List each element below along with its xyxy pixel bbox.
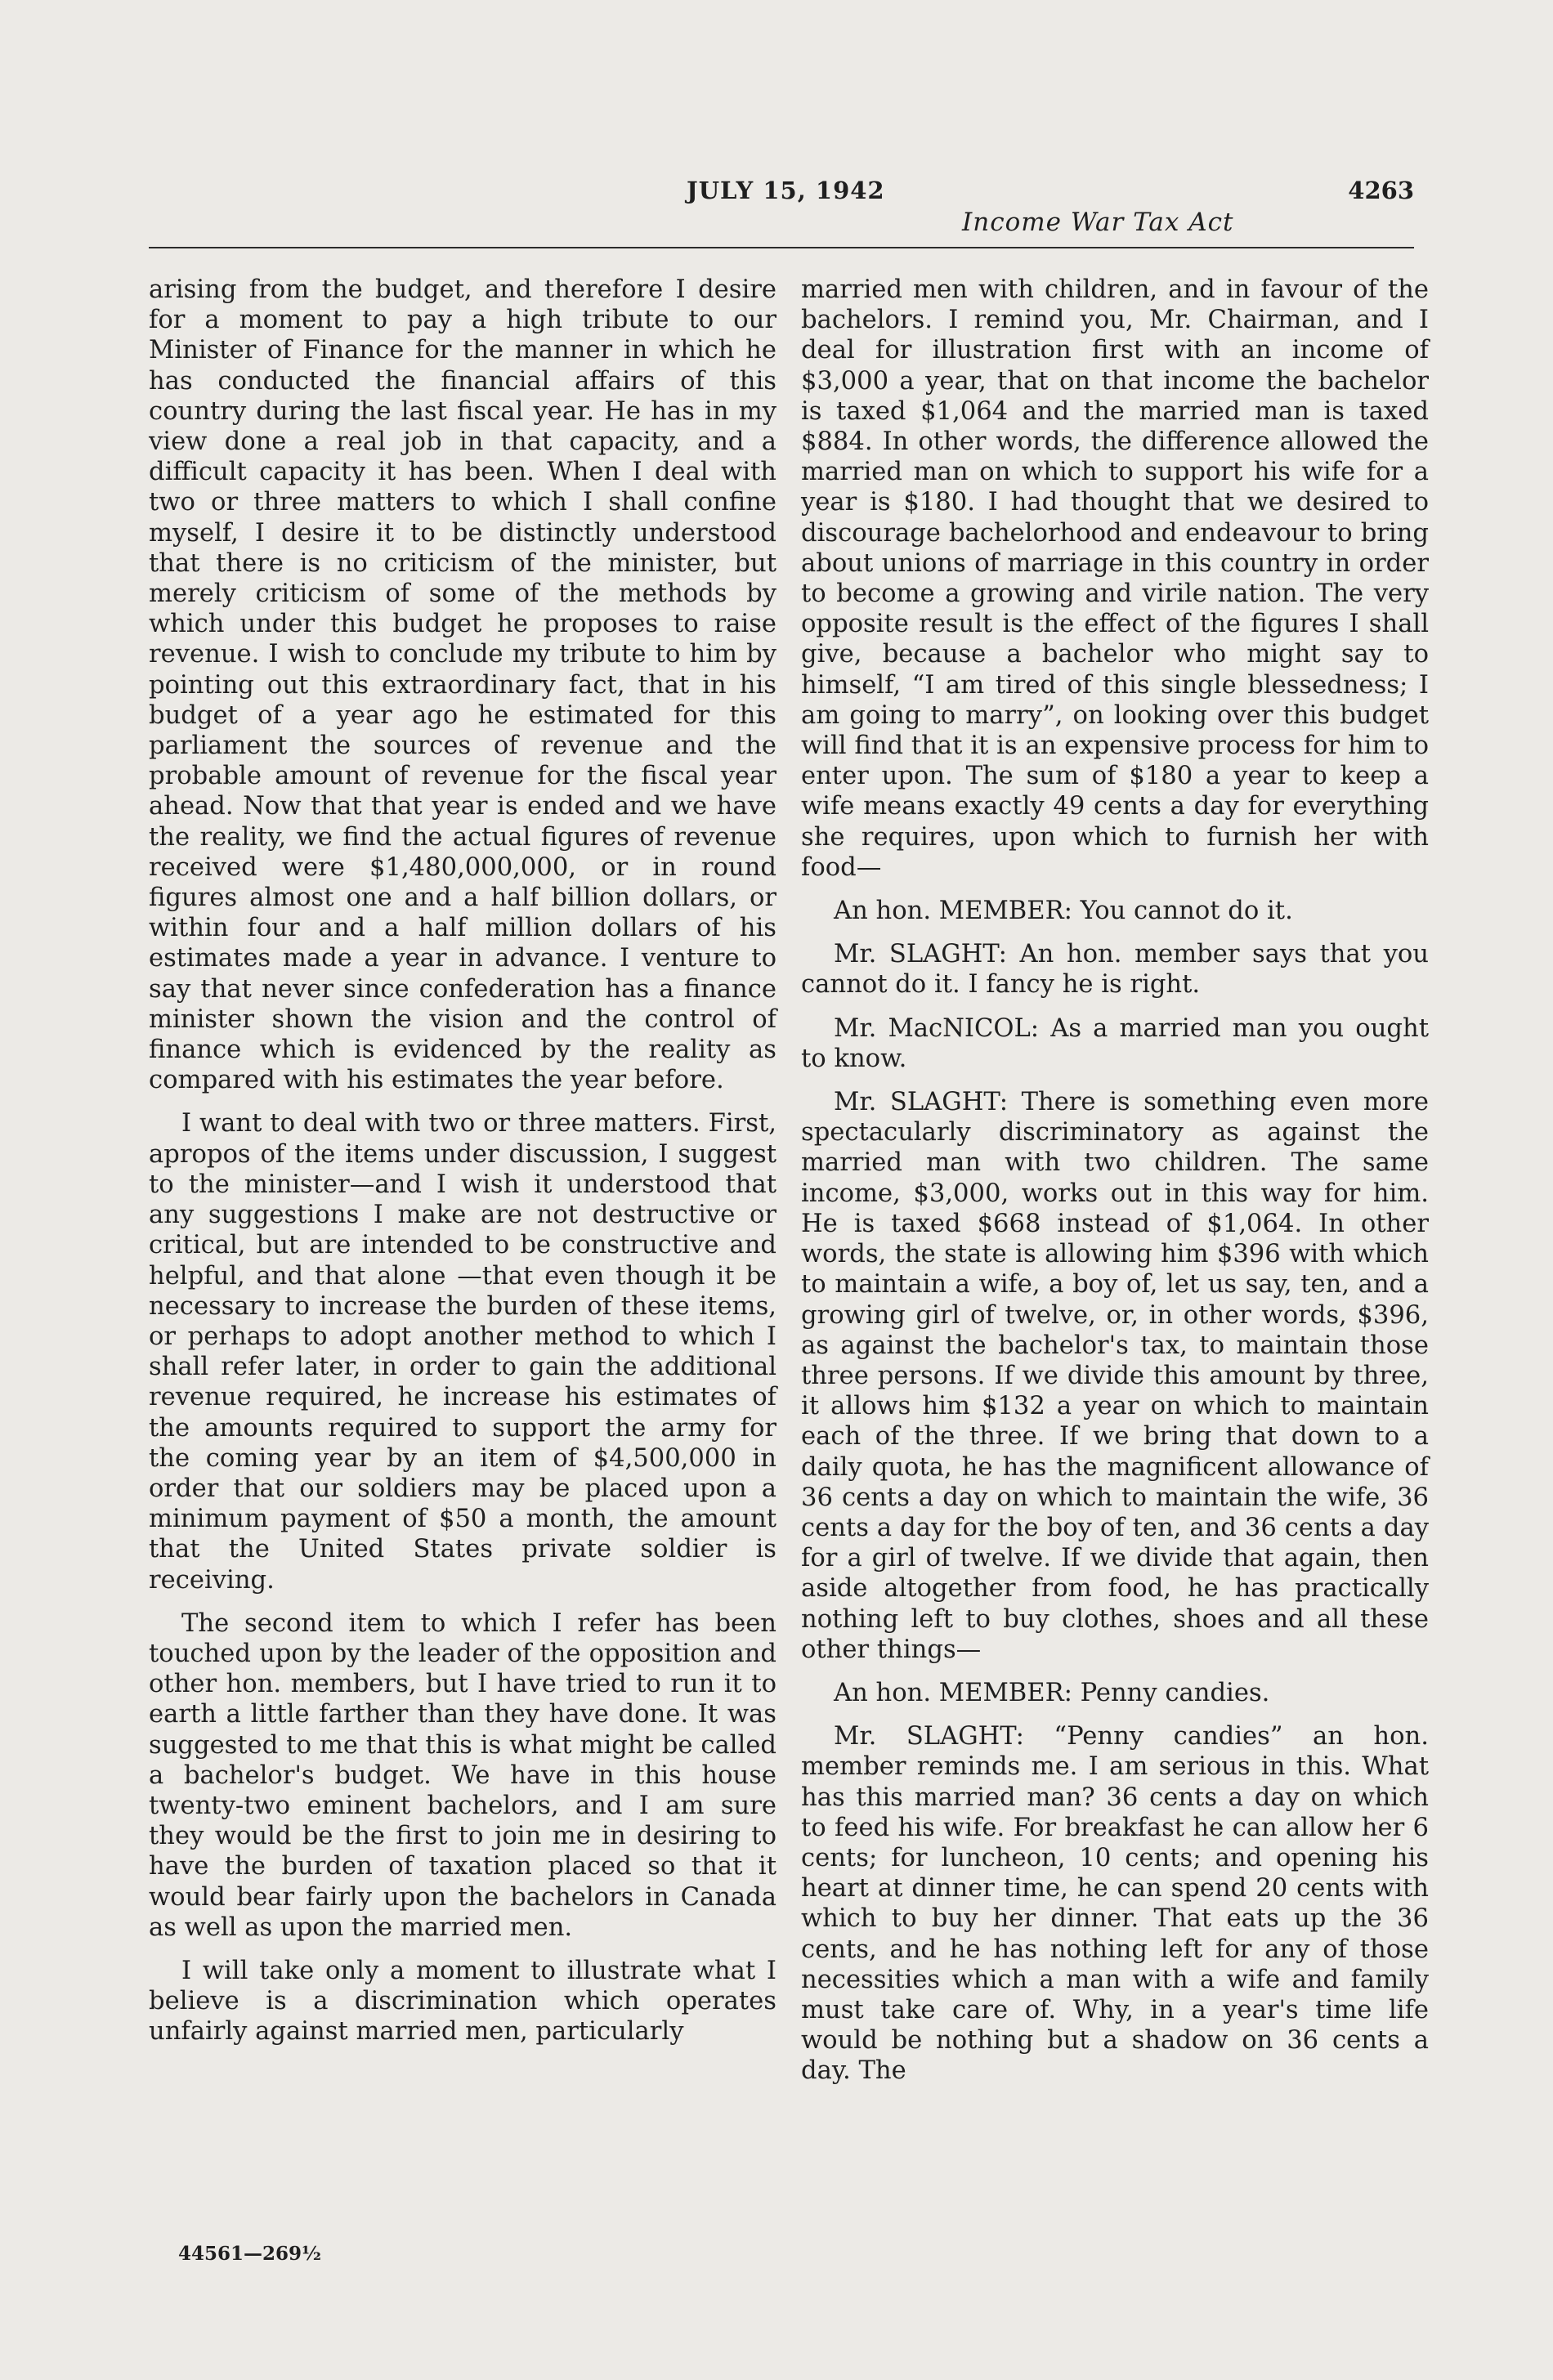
left-column [149, 275, 776, 2060]
paragraph: I will take only a moment to illustrate what I believe is a discrimination which operates unfairly against married men, particularly [149, 1956, 776, 2047]
paragraph: married men with children, and in favour of the bachelors. I remind you, Mr. Chairman, and I deal for illustration first with an income of $3,000 a year, that on that income the bachelor is taxed $1,064 and the married man is taxed $884. In other words, the difference allowed the married man on which to support his wife for a year is $180. I had thought that we desired to discourage bachelorhood and endeavour to bring about unions of marriage in this country in order to become a growing and virile nation. The very opposite result is the effect of the figures I shall give, because a bachelor who might say to himself, “I am tired of this single blessedness; I am going to marry”, on looking over this budget will find that it is an expensive process for him to enter upon. The sum of $180 a year to keep a wife means exactly 49 cents a day for everything she requires, upon which to furnish her with food— [801, 275, 1429, 882]
page-header [149, 173, 1414, 239]
running-title: Income War Tax Act [962, 208, 1234, 237]
paragraph: I want to deal with two or three matters. First, apropos of the items under discussion, I suggest to the minister—and I wish it understood that any suggestions I make are not destructive or critical, but are intended to be constructive and helpful, and that alone —that even though it be necessary to increase the burden of these items, or perhaps to adopt another method to which I shall refer later, in order to gain the additional revenue required, he increase his estimates of the amounts required to support the army for the coming year by an item of $4,500,000 in order that our soldiers may be placed upon a minimum payment of $50 a month, the amount that the United States private soldier is receiving. [149, 1109, 776, 1595]
header-date: JULY 15, 1942 [687, 177, 885, 204]
header-rule [149, 247, 1414, 248]
right-column [801, 275, 1429, 2100]
paragraph: An hon. MEMBER: You cannot do it. [834, 897, 1293, 926]
page-number: 4263 [1348, 177, 1414, 204]
paragraph: The second item to which I refer has been touched upon by the leader of the opposition and other hon. members, but I have tried to run it to earth a little farther than they have done. It was suggested to me that this is what might be called a bachelor's budget. We have in this house twenty-two eminent bachelors, and I am sure they would be the first to join me in desiring to have the burden of taxation placed so that it would bear fairly upon the bachelors in Canada as well as upon the married men. [149, 1608, 776, 1942]
paragraph: Mr. MacNICOL: As a married man you ought to know. [801, 1013, 1429, 1073]
paragraph: Mr. SLAGHT: “Penny candies” an hon. member reminds me. I am serious in this. What has this married man? 36 cents a day on which to feed his wife. For breakfast he can allow her 6 cents; for luncheon, 10 cents; and opening his heart at dinner time, he can spend 20 cents with which to buy her dinner. That eats up the 36 cents, and he has nothing left for any of those necessities which a man with a wife and family must take care of. Why, in a year's time life would be nothing but a shadow on 36 cents a day. The [801, 1722, 1429, 2086]
paragraph: Mr. SLAGHT: There is something even more spectacularly discriminatory as against the married man with two children. The same income, $3,000, works out in this way for him. He is taxed $668 instead of $1,064. In other words, the state is allowing him $396 with which to maintain a wife, a boy of, let us say, ten, and a growing girl of twelve, or, in other words, $396, as against the bachelor's tax, to maintain those three persons. If we divide this amount by three, it allows him $132 a year on which to maintain each of the three. If we bring that down to a daily quota, he has the magnificent allowance of 36 cents a day on which to maintain the wife, 36 cents a day for the boy of ten, and 36 cents a day for a girl of twelve. If we divide that again, then aside altogether from food, he has practically nothing left to buy clothes, shoes and all these other things— [801, 1088, 1429, 1664]
paragraph: Mr. SLAGHT: An hon. member says that you cannot do it. I fancy he is right. [801, 940, 1429, 1000]
paragraph: An hon. MEMBER: Penny candies. [834, 1678, 1270, 1707]
paragraph: arising from the budget, and therefore I desire for a moment to pay a high tribute to our Minister of Finance for the manner in which he has conducted the financial affairs of this country during the last fiscal year. He has in my view done a real job in that capacity, and a difficult capacity it has been. When I deal with two or three matters to which I shall confine myself, I desire it to be distinctly understood that there is no criticism of the minister, but merely criticism of some of the methods by which under this budget he proposes to raise revenue. I wish to conclude my tribute to him by pointing out this extraordinary fact, that in his budget of a year ago he estimated for this parliament the sources of revenue and the probable amount of revenue for the fiscal year ahead. Now that that year is ended and we have the reality, we find the actual figures of revenue received were $1,480,000,000, or in round figures almost one and a half billion dollars, or within four and a half million dollars of his estimates made a year in advance. I venture to say that never since confederation has a finance minister shown the vision and the control of finance which is evidenced by the reality as compared with his estimates the year before. [149, 275, 776, 1095]
print-code: 44561—269½ [178, 2243, 322, 2265]
